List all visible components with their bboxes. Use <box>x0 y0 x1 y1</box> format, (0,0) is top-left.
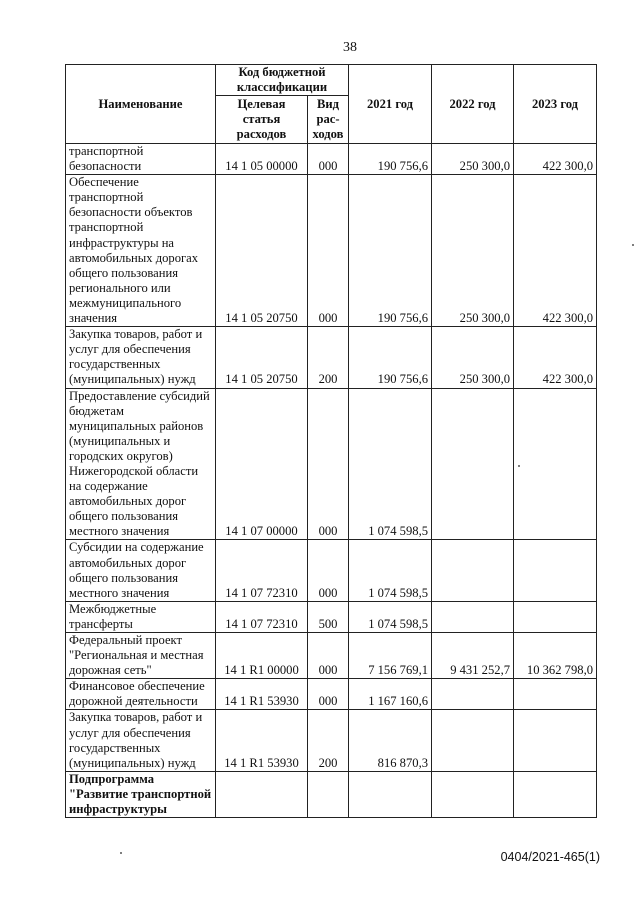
table-row <box>66 601 597 632</box>
row-kind: 000 <box>308 175 349 327</box>
row-code: 14 1 05 20750 <box>216 327 308 388</box>
row-2021: 1 074 598,5 <box>349 388 432 540</box>
row-name: Предоставление субсидий бюджетам муниципальных районов (муниципальных и городских округов) Нижегородской области на содержание автомобильных дорог общего пользования местного значения <box>66 388 216 540</box>
row-kind: 000 <box>308 144 349 175</box>
row-2021: 1 074 598,5 <box>349 601 432 632</box>
row-2022 <box>432 601 514 632</box>
table-row <box>66 327 597 388</box>
row-2022 <box>432 710 514 771</box>
header-year-2022: 2022 год <box>432 65 514 144</box>
row-kind <box>308 771 349 817</box>
header-name: Наименование <box>66 65 216 144</box>
header-budget-code: Код бюджетной классификации <box>216 65 349 96</box>
row-2021: 1 074 598,5 <box>349 540 432 601</box>
table-row <box>66 633 597 679</box>
header-expense-type: Вид рас-ходов <box>308 96 349 144</box>
row-code <box>216 771 308 817</box>
row-2023 <box>514 601 597 632</box>
scan-speck <box>120 852 122 854</box>
row-2022 <box>432 679 514 710</box>
row-2021: 1 167 160,6 <box>349 679 432 710</box>
header-year-2021: 2021 год <box>349 65 432 144</box>
row-name: Подпрограмма "Развитие транспортной инфраструктуры <box>66 771 216 817</box>
table-row <box>66 144 597 175</box>
row-2022 <box>432 540 514 601</box>
header-year-2023: 2023 год <box>514 65 597 144</box>
row-2023: 422 300,0 <box>514 144 597 175</box>
row-kind: 000 <box>308 388 349 540</box>
row-name: Закупка товаров, работ и услуг для обеспечения государственных (муниципальных) нужд <box>66 327 216 388</box>
row-2022 <box>432 388 514 540</box>
row-2021 <box>349 771 432 817</box>
row-2022: 9 431 252,7 <box>432 633 514 679</box>
row-kind: 000 <box>308 679 349 710</box>
scan-speck <box>632 244 634 246</box>
document-code: 0404/2021-465(1) <box>500 850 600 864</box>
row-code: 14 1 07 72310 <box>216 601 308 632</box>
row-2021: 7 156 769,1 <box>349 633 432 679</box>
row-code: 14 1 R1 53930 <box>216 710 308 771</box>
row-2022 <box>432 771 514 817</box>
row-2022: 250 300,0 <box>432 144 514 175</box>
row-code: 14 1 07 00000 <box>216 388 308 540</box>
row-code: 14 1 07 72310 <box>216 540 308 601</box>
row-2022: 250 300,0 <box>432 327 514 388</box>
row-code: 14 1 05 20750 <box>216 175 308 327</box>
row-code: 14 1 05 00000 <box>216 144 308 175</box>
row-2023 <box>514 388 597 540</box>
row-2022: 250 300,0 <box>432 175 514 327</box>
row-2023 <box>514 540 597 601</box>
row-2023 <box>514 771 597 817</box>
row-name: Финансовое обеспечение дорожной деятельности <box>66 679 216 710</box>
row-name: Межбюджетные трансферты <box>66 601 216 632</box>
budget-table <box>65 64 597 818</box>
table-row <box>66 388 597 540</box>
table-row <box>66 679 597 710</box>
table-row <box>66 771 597 817</box>
scan-speck <box>518 465 520 467</box>
header-target-item: Целевая статья расходов <box>216 96 308 144</box>
row-2021: 816 870,3 <box>349 710 432 771</box>
row-2023: 10 362 798,0 <box>514 633 597 679</box>
row-name: Закупка товаров, работ и услуг для обеспечения государственных (муниципальных) нужд <box>66 710 216 771</box>
row-name: Федеральный проект "Региональная и местная дорожная сеть" <box>66 633 216 679</box>
row-name: Субсидии на содержание автомобильных дорог общего пользования местного значения <box>66 540 216 601</box>
table-row <box>66 175 597 327</box>
table-row <box>66 540 597 601</box>
row-2021: 190 756,6 <box>349 175 432 327</box>
row-2023 <box>514 710 597 771</box>
row-kind: 500 <box>308 601 349 632</box>
table-row <box>66 710 597 771</box>
row-kind: 200 <box>308 710 349 771</box>
row-code: 14 1 R1 53930 <box>216 679 308 710</box>
row-2023: 422 300,0 <box>514 175 597 327</box>
row-kind: 000 <box>308 633 349 679</box>
row-name: Обеспечение транспортной безопасности объектов транспортной инфраструктуры на автомобильных дорогах общего пользования регионального или межмуниципального значения <box>66 175 216 327</box>
row-2023 <box>514 679 597 710</box>
row-code: 14 1 R1 00000 <box>216 633 308 679</box>
row-kind: 200 <box>308 327 349 388</box>
row-2021: 190 756,6 <box>349 327 432 388</box>
row-name: транспортной безопасности <box>66 144 216 175</box>
row-2023: 422 300,0 <box>514 327 597 388</box>
row-kind: 000 <box>308 540 349 601</box>
row-2021: 190 756,6 <box>349 144 432 175</box>
page-number: 38 <box>343 40 357 55</box>
